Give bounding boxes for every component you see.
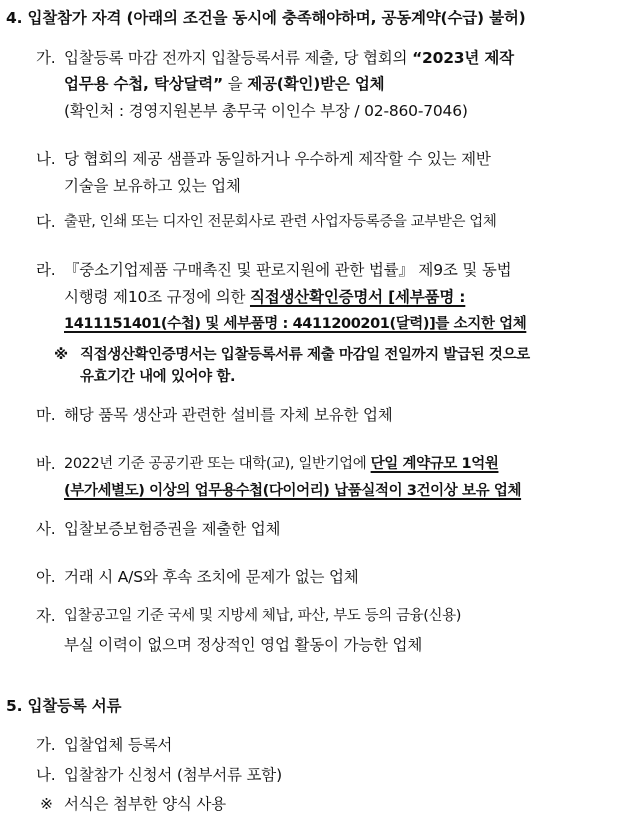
item-ba-line1 [64,453,498,475]
s5-item-ga-text: 입찰업체 등록서 [64,736,173,754]
item-ra-note-marker: ※ [54,347,68,363]
item-ba-line2: (부가세별도) 이상의 업무용수첩(다이어리) 납품실적이 3건이상 보유 업체 [64,483,522,499]
section5-heading [6,695,121,717]
item-ra-line3: 1411151401(수첩) 및 세부품명 : 4411200201(달력)]를 소지한 업체 [64,316,527,332]
item-ga-contact: (확인처 : 경영지원본부 총무국 이인수 부장 / 02-860-7046) [64,102,468,120]
section5-title: 입찰등록 서류 [27,697,122,715]
item-sa-marker: 사. [36,520,56,538]
item-ga-line2-text: 을 [223,75,248,93]
item-ga-line1 [64,47,612,69]
item-ga-line2 [64,73,384,95]
section4-title: 입찰참가 자격 (아래의 조건을 동시에 충족해야하며, 공동계약(수급) 불허) [27,9,526,27]
item-ga-marker: 가. [36,49,56,67]
s5-item-na-marker: 나. [36,766,56,784]
item-ba-line1-emphasis: 단일 계약규모 1억원 [370,456,499,472]
item-ja-marker: 자. [36,607,56,625]
item-ba-marker: 바. [36,455,56,473]
item-ja-line2: 부실 이력이 없으며 정상적인 영업 활동이 가능한 업체 [64,636,423,654]
s5-note-marker: ※ [40,795,53,813]
item-ra-note-line1: 직접생산확인증명서는 입찰등록서류 제출 마감일 전일까지 발급된 것으로 [80,347,530,363]
item-ga-line1-text: 입찰등록 마감 전까지 입찰등록서류 제출, 당 협회의 [64,49,413,67]
item-ra-marker: 라. [36,261,56,279]
section4-heading [6,7,526,29]
item-a-line1: 거래 시 A/S와 후속 조치에 문제가 없는 업체 [64,568,359,586]
item-na-line2: 기술을 보유하고 있는 업체 [64,177,241,195]
item-ra-line1: 『중소기업제품 구매촉진 및 판로지원에 관한 법률』 제9조 및 동법 [64,261,512,279]
item-ra-line2 [64,286,465,308]
item-na-marker: 나. [36,150,56,168]
item-ga-line2-emphasis: 업무용 수첩, 탁상달력” [64,75,224,93]
item-ba-line1-text: 2022년 기준 공공기관 또는 대학(교), 일반기업에 [64,456,371,472]
s5-item-na-text: 입찰참가 신청서 (첨부서류 포함) [64,766,282,784]
item-ga-line1-emphasis: “2023년 제작 [412,49,514,67]
item-ra-note-line2: 유효기간 내에 있어야 함. [80,369,236,385]
s5-item-ga-marker: 가. [36,736,56,754]
section4-number: 4. [6,9,23,27]
item-da-line1: 출판, 인쇄 또는 디자인 전문회사로 관련 사업자등록증을 교부받은 업체 [64,214,497,230]
item-ma-line1: 해당 품목 생산과 관련한 설비를 자체 보유한 업체 [64,406,393,424]
s5-note-text: 서식은 첨부한 양식 사용 [64,795,226,813]
item-ra-line2-text: 시행령 제10조 규정에 의한 [64,288,250,306]
item-na-line1: 당 협회의 제공 샘플과 동일하거나 우수하게 제작할 수 있는 제반 [64,150,491,168]
item-ga-line2-emphasis2: 제공(확인)받은 업체 [247,75,385,93]
item-ja-line1: 입찰공고일 기준 국세 및 지방세 체납, 파산, 부도 등의 금융(신용) [64,608,461,624]
item-da-marker: 다. [36,213,56,231]
item-sa-line1: 입찰보증보험증권을 제출한 업체 [64,520,281,538]
item-ra-line2-emphasis: 직접생산확인증명서 [세부품명 : [249,288,466,306]
item-ma-marker: 마. [36,406,56,424]
section5-number: 5. [6,697,23,715]
item-a-marker: 아. [36,568,56,586]
